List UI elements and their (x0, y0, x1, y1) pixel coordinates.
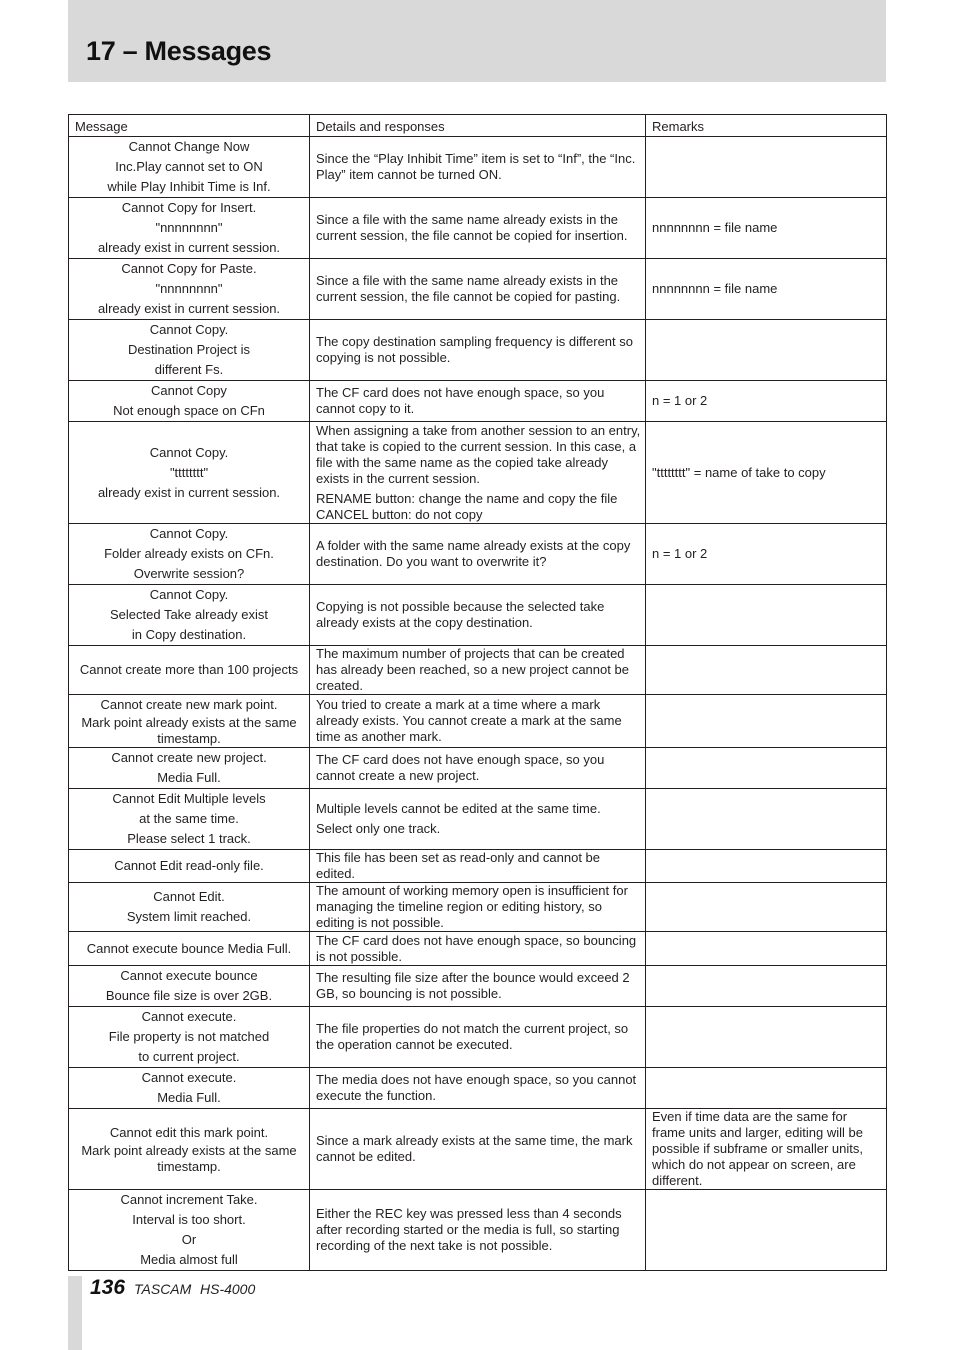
message-line: Cannot Copy (151, 383, 227, 398)
message-cell (69, 789, 310, 850)
details-cell (310, 695, 646, 748)
details-paragraph: Copying is not possible because the selected take already exists at the copy destination. (316, 599, 605, 630)
details-cell (310, 524, 646, 585)
footer-bar (68, 1276, 82, 1350)
message-line: "nnnnnnnn" (155, 220, 223, 235)
remarks-cell (646, 585, 887, 646)
message-cell (69, 524, 310, 585)
message-line: Media almost full (140, 1252, 238, 1267)
remarks-cell: nnnnnnnn = file name (646, 198, 887, 259)
messages-table (68, 114, 887, 1271)
table-header-row (69, 115, 887, 137)
message-line: Cannot Change Now (128, 139, 250, 154)
details-cell (310, 883, 646, 932)
message-line: Cannot Copy. (149, 526, 229, 541)
message-line: Cannot execute bounce (120, 968, 258, 983)
details-cell (310, 966, 646, 1007)
message-line: Cannot Copy for Paste. (121, 261, 257, 276)
table-row (69, 883, 887, 932)
details-cell (310, 259, 646, 320)
message-line: Mark point already exists at the same timestamp. (81, 1143, 297, 1174)
table-row (69, 259, 887, 320)
details-cell (310, 1068, 646, 1109)
message-line: Selected Take already exist (109, 607, 269, 622)
remarks-cell: Even if time data are the same for frame units and larger, editing will be possible if subframe or smaller units, which do not appear on screen, are different. (646, 1109, 887, 1190)
details-paragraph: The CF card does not have enough space, so you cannot create a new project. (316, 752, 605, 783)
message-cell (69, 966, 310, 1007)
table-row (69, 1068, 887, 1109)
details-paragraph: This file has been set as read-only and cannot be edited. (316, 850, 601, 881)
message-cell (69, 883, 310, 932)
message-cell (69, 646, 310, 695)
remarks-cell (646, 883, 887, 932)
remarks-cell (646, 320, 887, 381)
table-row (69, 524, 887, 585)
message-line: already exist in current session. (97, 484, 281, 500)
message-line: different Fs. (154, 362, 224, 377)
message-line: Cannot create more than 100 projects (79, 662, 299, 677)
message-line: Cannot create new project. (111, 750, 267, 765)
message-line: Please select 1 track. (127, 831, 251, 846)
details-cell (310, 585, 646, 646)
details-paragraph: Since a mark already exists at the same time, the mark cannot be edited. (316, 1133, 633, 1164)
details-cell (310, 646, 646, 695)
message-line: "nnnnnnnn" (155, 281, 223, 296)
message-line: System limit reached. (126, 909, 252, 924)
message-line: Folder already exists on CFn. (104, 546, 274, 561)
remarks-cell (646, 789, 887, 850)
details-cell (310, 1109, 646, 1190)
column-header-details: Details and responses (310, 115, 646, 137)
details-paragraph: The CF card does not have enough space, so you cannot copy to it. (316, 385, 605, 416)
details-cell (310, 748, 646, 789)
message-cell (69, 381, 310, 422)
details-paragraph: The file properties do not match the current project, so the operation cannot be executed. (316, 1021, 629, 1052)
message-line: Interval is too short. (132, 1212, 246, 1227)
details-cell (310, 850, 646, 883)
message-line: Cannot Copy. (149, 587, 229, 602)
details-paragraph: Since a file with the same name already exists in the current session, the file cannot be copied for insertion. (316, 212, 628, 243)
remarks-cell (646, 850, 887, 883)
message-line: Destination Project is (127, 342, 251, 357)
chapter-title: 17 – Messages (86, 36, 272, 66)
message-line: Cannot edit this mark point. (109, 1125, 269, 1140)
remarks-cell: n = 1 or 2 (646, 524, 887, 585)
message-cell (69, 1007, 310, 1068)
table-row (69, 1190, 887, 1271)
message-cell (69, 748, 310, 789)
message-cell (69, 422, 310, 524)
table-row (69, 1109, 887, 1190)
table-row (69, 695, 887, 748)
table-row (69, 789, 887, 850)
message-cell (69, 585, 310, 646)
remarks-cell (646, 1007, 887, 1068)
column-header-remarks: Remarks (646, 115, 887, 137)
details-cell (310, 1190, 646, 1271)
table-row (69, 850, 887, 883)
details-paragraph: The copy destination sampling frequency is different so copying is not possible. (316, 334, 633, 365)
details-paragraph: RENAME button: change the name and copy the file CANCEL button: do not copy (316, 490, 618, 522)
message-line: Media Full. (157, 770, 221, 785)
details-paragraph: The amount of working memory open is insufficient for managing the timeline region or editing history, so editing is not possible. (316, 883, 628, 930)
details-paragraph: When assigning a take from another session to an entry, that take is copied to the current session. In this case, a file with the same name as the copied take already exists in the current session. (316, 422, 641, 486)
details-paragraph: A folder with the same name already exists at the copy destination. Do you want to overwrite it? (316, 538, 631, 569)
footer-model: HS-4000 (200, 1281, 256, 1297)
details-paragraph: The maximum number of projects that can be created has already been reached, so a new project cannot be created. (316, 646, 629, 693)
message-line: Overwrite session? (133, 566, 245, 581)
message-cell (69, 695, 310, 748)
message-line: Cannot execute. (141, 1070, 237, 1085)
remarks-cell (646, 1190, 887, 1271)
message-line: "tttttttt" (169, 464, 209, 480)
message-line: Cannot Edit. (153, 889, 225, 904)
details-paragraph: The resulting file size after the bounce would exceed 2 GB, so bouncing is not possible. (316, 970, 630, 1001)
message-line: Cannot execute. (141, 1009, 237, 1024)
message-cell (69, 198, 310, 259)
message-line: Mark point already exists at the same timestamp. (81, 715, 297, 746)
message-cell (69, 1068, 310, 1109)
message-cell (69, 320, 310, 381)
message-line: Inc.Play cannot set to ON (115, 159, 263, 174)
table-row (69, 932, 887, 966)
details-paragraph: Since a file with the same name already exists in the current session, the file cannot be copied for pasting. (316, 273, 621, 304)
details-paragraph: Multiple levels cannot be edited at the same time. (316, 801, 601, 816)
table-row (69, 381, 887, 422)
details-cell (310, 198, 646, 259)
message-line: Cannot increment Take. (120, 1192, 258, 1207)
details-paragraph: Either the REC key was pressed less than 4 seconds after recording started or the media is full, so starting recording of the next take is not possible. (316, 1206, 622, 1253)
table-row (69, 1007, 887, 1068)
message-cell (69, 137, 310, 198)
message-cell (69, 1109, 310, 1190)
details-cell (310, 320, 646, 381)
details-paragraph: You tried to create a mark at a time where a mark already exists. You cannot create a mark at the same time as another mark. (316, 697, 622, 744)
message-line: Cannot Copy for Insert. (121, 200, 257, 215)
message-line: already exist in current session. (97, 301, 281, 316)
remarks-cell: nnnnnnnn = file name (646, 259, 887, 320)
message-line: Cannot execute bounce Media Full. (86, 940, 292, 956)
message-cell (69, 259, 310, 320)
message-line: Not enough space on CFn (113, 403, 265, 418)
message-line: at the same time. (139, 811, 239, 826)
remarks-cell (646, 1068, 887, 1109)
message-line: Or (181, 1232, 197, 1247)
table-row (69, 320, 887, 381)
message-cell (69, 850, 310, 883)
remarks-cell: n = 1 or 2 (646, 381, 887, 422)
remarks-cell (646, 966, 887, 1007)
details-cell (310, 137, 646, 198)
remarks-cell (646, 748, 887, 789)
table-row (69, 585, 887, 646)
remarks-cell: "tttttttt" = name of take to copy (646, 422, 887, 524)
message-line: Cannot Edit Multiple levels (112, 791, 266, 806)
message-line: in Copy destination. (131, 627, 247, 642)
details-paragraph: The media does not have enough space, so you cannot execute the function. (316, 1072, 637, 1103)
table-row (69, 748, 887, 789)
details-paragraph: The CF card does not have enough space, so bouncing is not possible. (316, 932, 637, 964)
message-line: File property is not matched (108, 1029, 270, 1044)
remarks-cell (646, 932, 887, 966)
details-paragraph: Since the “Play Inhibit Time” item is set to “Inf”, the “Inc. Play” item cannot be turned ON. (316, 151, 636, 182)
table-row (69, 646, 887, 695)
details-cell (310, 381, 646, 422)
message-line: Cannot Edit read-only file. (114, 858, 264, 873)
message-line: to current project. (138, 1049, 240, 1064)
details-cell (310, 932, 646, 966)
details-cell (310, 789, 646, 850)
remarks-cell (646, 137, 887, 198)
details-cell (310, 422, 646, 524)
table-row (69, 198, 887, 259)
table-row (69, 422, 887, 524)
message-line: while Play Inhibit Time is Inf. (107, 179, 271, 194)
message-cell (69, 1190, 310, 1271)
message-line: Cannot create new mark point. (100, 697, 278, 712)
message-line: Bounce file size is over 2GB. (105, 988, 273, 1003)
details-paragraph: Select only one track. (316, 821, 441, 836)
page-number: 136 (90, 1276, 126, 1299)
table-row (69, 137, 887, 198)
details-cell (310, 1007, 646, 1068)
remarks-cell (646, 695, 887, 748)
column-header-message: Message (69, 115, 310, 137)
remarks-cell (646, 646, 887, 695)
message-line: Cannot Copy. (149, 322, 229, 337)
message-line: Cannot Copy. (149, 444, 229, 460)
table-row (69, 966, 887, 1007)
message-cell (69, 932, 310, 966)
footer-brand: TASCAM (134, 1281, 192, 1297)
message-line: Media Full. (157, 1090, 221, 1105)
message-line: already exist in current session. (97, 240, 281, 255)
